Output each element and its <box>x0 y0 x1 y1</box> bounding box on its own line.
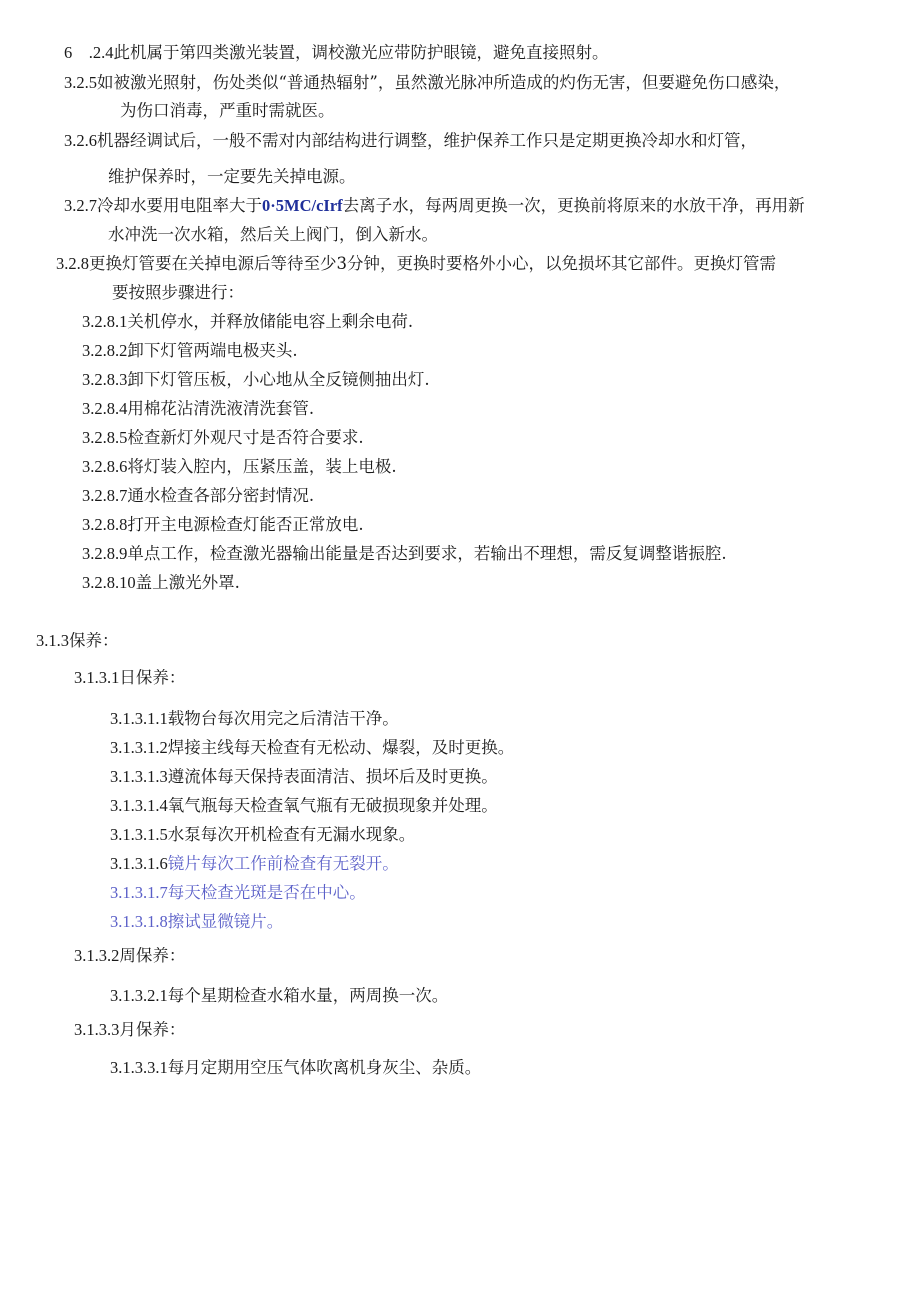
step-3-2-8-5 <box>82 427 364 449</box>
line-3-2-7 <box>64 195 805 217</box>
item-text: 更换灯管要在关掉电源后等待至少3分钟，更换时要格外小心，以免损坏其它部件。更换灯管需 <box>89 254 776 273</box>
item-text: 每个星期检查水箱水量，两周换一次。 <box>167 986 449 1005</box>
heading-3-1-3-1 <box>74 667 185 689</box>
step-3-2-8-8 <box>82 514 364 536</box>
monthly-item-1 <box>110 1057 481 1079</box>
item-number: 3.1.3.1.7 <box>110 883 168 902</box>
item-text: 此机属于第四类激光装置，调校激光应带防护眼镜，避免直接照射。 <box>113 43 609 62</box>
item-number: 3.2.8.9 <box>82 544 128 563</box>
section-title: 月保养： <box>119 1020 186 1039</box>
step-3-2-8-1 <box>82 311 413 333</box>
item-text: 水冲洗一次水箱，然后关上阀门，倒入新水。 <box>108 225 438 244</box>
item-text: 用棉花沾清洗液清洗套管. <box>127 399 315 418</box>
line-3-2-5-cont <box>120 100 335 122</box>
line-3-2-4 <box>64 42 609 64</box>
item-number: 3.2.8.7 <box>82 486 128 505</box>
item-text: 卸下灯管压板，小心地从全反镜侧抽出灯. <box>127 370 430 389</box>
item-number: 3.2.8.2 <box>82 341 128 360</box>
item-text: 卸下灯管两端电极夹头. <box>127 341 298 360</box>
daily-item-8 <box>110 911 283 933</box>
item-number: 3.2.8 <box>56 254 89 273</box>
item-number: 3.1.3.1.5 <box>110 825 168 844</box>
item-number: 3.1.3.1.2 <box>110 738 168 757</box>
item-text: 如被激光照射，伤处类似“普通热辐射”，虽然激光脉冲所造成的灼伤无害，但要避免伤口感染， <box>97 73 791 92</box>
daily-item-4 <box>110 795 498 817</box>
section-title: 保养： <box>69 631 119 650</box>
daily-item-5 <box>110 824 415 846</box>
item-text: 擦试显微镜片。 <box>167 912 284 931</box>
daily-item-3 <box>110 766 498 788</box>
item-text: 将灯装入腔内，压紧压盖，装上电极. <box>127 457 397 476</box>
step-3-2-8-6 <box>82 456 397 478</box>
item-text: 维护保养时，一定要先关掉电源。 <box>108 167 356 186</box>
step-3-2-8-9 <box>82 543 727 565</box>
heading-3-1-3-3 <box>74 1019 185 1041</box>
item-number: 3.1.3.1 <box>74 668 120 687</box>
item-text: 检查新灯外观尺寸是否符合要求. <box>127 428 364 447</box>
weekly-item-1 <box>110 985 448 1007</box>
item-text: 为伤口消毒，严重时需就医。 <box>120 101 335 120</box>
line-3-2-7-cont <box>108 224 438 246</box>
item-text: 载物台每次用完之后清洁干净。 <box>167 709 399 728</box>
daily-item-7 <box>110 882 366 904</box>
heading-3-1-3 <box>36 630 119 652</box>
item-text: 要按照步骤进行： <box>112 283 244 302</box>
item-text: 每天检查光斑是否在中心。 <box>167 883 366 902</box>
item-number: 3.2.5 <box>64 73 97 92</box>
daily-item-1 <box>110 708 399 730</box>
item-number: 3.1.3.2 <box>74 946 120 965</box>
line-3-2-6-cont <box>108 166 356 188</box>
line-3-2-5 <box>64 72 790 94</box>
item-text: 冷却水要用电阻率大于 <box>97 196 262 215</box>
section-title: 周保养： <box>119 946 186 965</box>
item-text: 通水检查各部分密封情况. <box>127 486 315 505</box>
item-number: 3.1.3.1.8 <box>110 912 168 931</box>
item-text: 单点工作，检查激光器输出能量是否达到要求，若输出不理想，需反复调整谐振腔. <box>127 544 727 563</box>
item-text: 去离子水，每两周更换一次，更换前将原来的水放干净，再用新 <box>342 196 805 215</box>
item-number: 3.1.3.3 <box>74 1020 120 1039</box>
line-3-2-8-cont <box>112 282 244 304</box>
item-text: 氧气瓶每天检查氧气瓶有无破损现象并处理。 <box>167 796 498 815</box>
item-number: 3.2.8.3 <box>82 370 128 389</box>
resistivity-value: 0·5MC/cIrf <box>262 196 343 215</box>
step-3-2-8-10 <box>82 572 240 594</box>
item-text: 焊接主线每天检查有无松动、爆裂，及时更换。 <box>167 738 515 757</box>
heading-3-1-3-2 <box>74 945 185 967</box>
item-number: 3.1.3.3.1 <box>110 1058 168 1077</box>
item-text: 盖上激光外罩. <box>135 573 240 592</box>
item-number: 3.2.8.1 <box>82 312 128 331</box>
item-text: 关机停水，并释放储能电容上剩余电荷. <box>127 312 414 331</box>
line-3-2-8 <box>56 253 776 275</box>
step-3-2-8-4 <box>82 398 314 420</box>
item-number: 3.2.8.6 <box>82 457 128 476</box>
item-text: 每月定期用空压气体吹离机身灰尘、杂质。 <box>167 1058 482 1077</box>
item-number: 3.1.3.1.1 <box>110 709 168 728</box>
daily-item-2 <box>110 737 514 759</box>
step-3-2-8-2 <box>82 340 298 362</box>
item-text: 水泵每次开机检查有无漏水现象。 <box>167 825 416 844</box>
item-number: 3.1.3.2.1 <box>110 986 168 1005</box>
item-number: 3.1.3.1.6 <box>110 854 168 873</box>
line-3-2-6 <box>64 130 757 152</box>
step-3-2-8-7 <box>82 485 314 507</box>
item-number: 3.1.3.1.3 <box>110 767 168 786</box>
item-number: 3.1.3 <box>36 631 69 650</box>
item-number: 3.2.8.5 <box>82 428 128 447</box>
item-number: 3.1.3.1.4 <box>110 796 168 815</box>
item-text: 打开主电源检查灯能否正常放电. <box>127 515 364 534</box>
step-3-2-8-3 <box>82 369 430 391</box>
item-text: 镜片每次工作前检查有无裂开。 <box>167 854 399 873</box>
item-text: 遵流体每天保持表面清洁、损坏后及时更换。 <box>167 767 498 786</box>
item-number: 3.2.8.10 <box>82 573 136 592</box>
item-number: 3.2.7 <box>64 196 97 215</box>
item-number: 3.2.6 <box>64 131 97 150</box>
section-title: 日保养： <box>119 668 186 687</box>
item-number: 3.2.8.4 <box>82 399 128 418</box>
item-text: 机器经调试后，一般不需对内部结构进行调整，维护保养工作只是定期更换冷却水和灯管， <box>97 131 757 150</box>
item-number: 3.2.8.8 <box>82 515 128 534</box>
item-number: 6 .2.4 <box>64 43 114 62</box>
daily-item-6 <box>110 853 399 875</box>
